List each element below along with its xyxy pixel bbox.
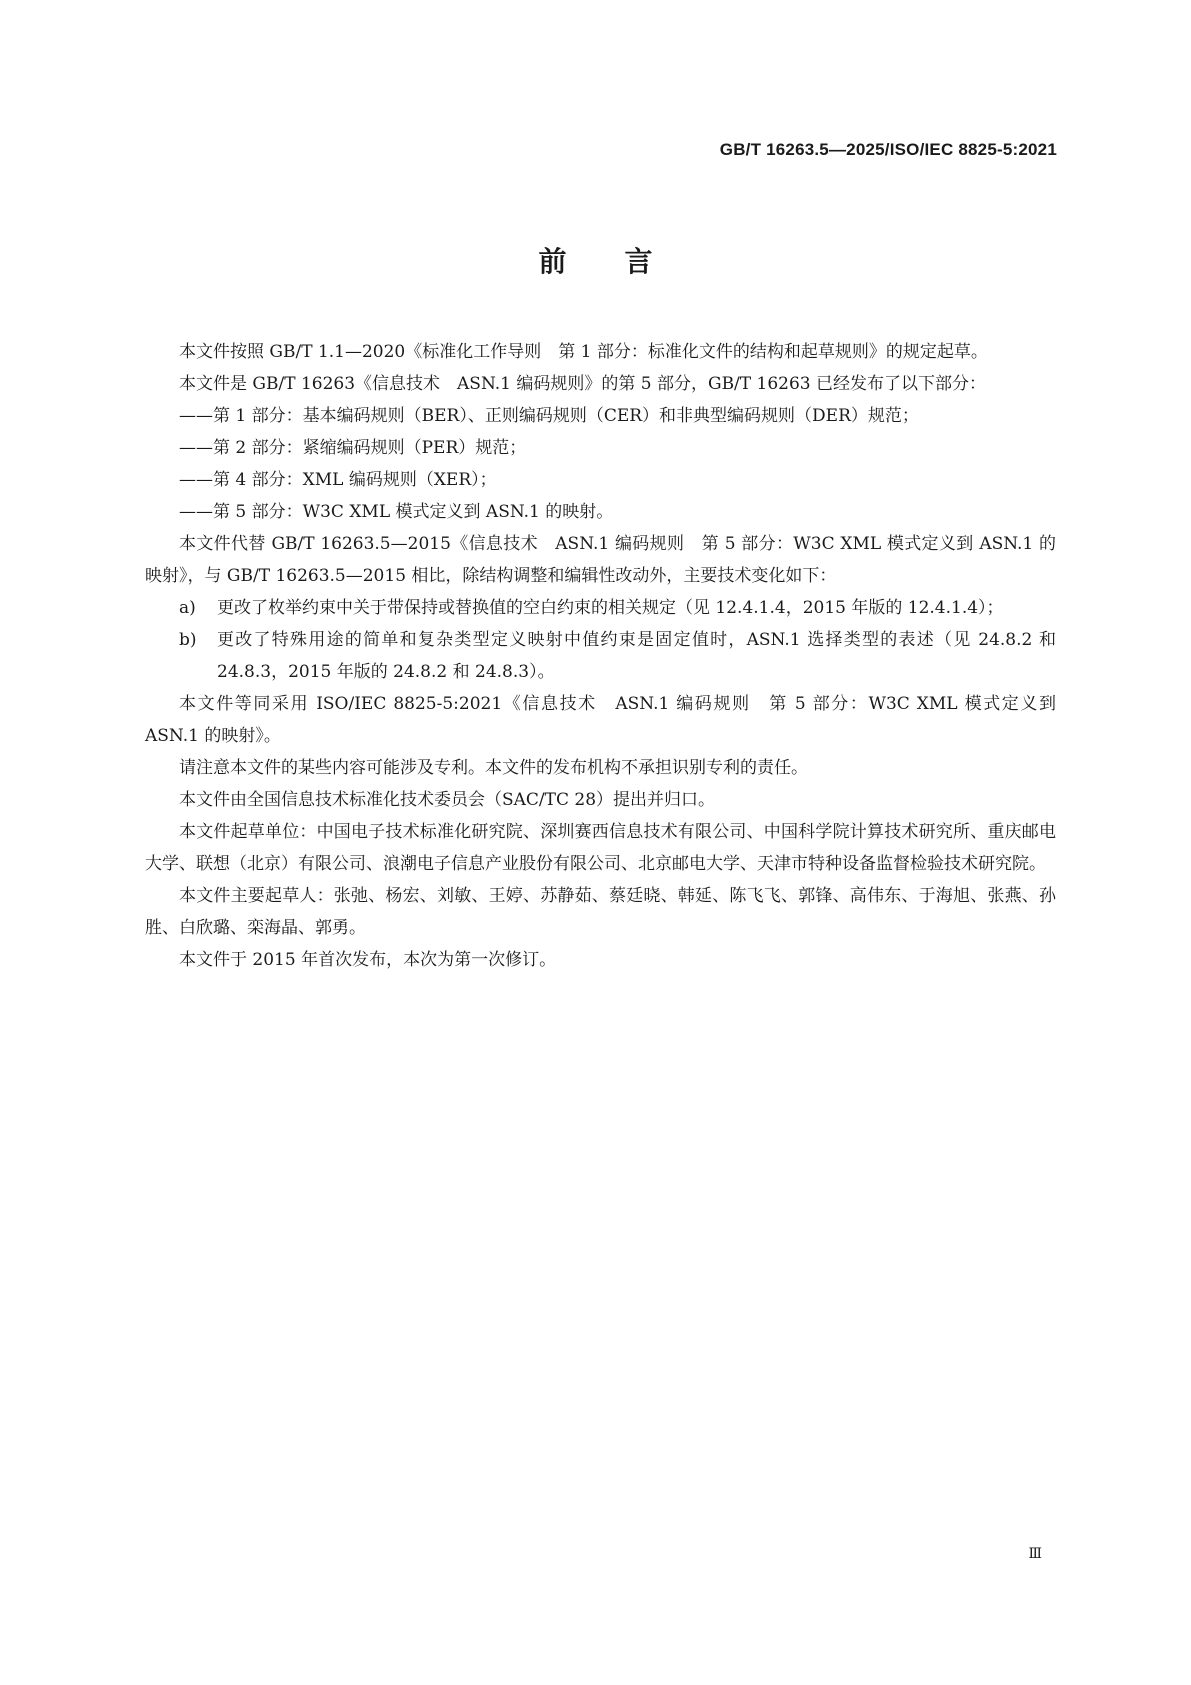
change-item-a bbox=[145, 592, 1056, 624]
paragraph-adoption: 本文件等同采用 ISO/IEC 8825-5:2021《信息技术 ASN.1 编码规则 第 5 部分：W3C XML 模式定义到 ASN.1 的映射》。 bbox=[145, 694, 1056, 746]
standard-code: GB/T 16263.5—2025/ISO/IEC 8825-5:2021 bbox=[719, 140, 1057, 159]
change-item-b bbox=[145, 624, 1056, 688]
paragraph-drafting-rules: 本文件按照 GB/T 1.1—2020《标准化工作导则 第 1 部分：标准化文件的结构和起草规则》的规定起草。 bbox=[179, 342, 988, 362]
paragraph-replaces: 本文件代替 GB/T 16263.5—2015《信息技术 ASN.1 编码规则 第 5 部分：W3C XML 模式定义到 ASN.1 的映射》，与 GB/T 16263.5—2015 相比，除结构调整和编辑性改动外，主要技术变化如下： bbox=[145, 534, 1056, 586]
paragraph-drafters: 本文件主要起草人：张弛、杨宏、刘敏、王婷、苏静茹、蔡廷晓、韩延、陈飞飞、郭锋、高伟东、于海旭、张燕、孙胜、白欣璐、栾海晶、郭勇。 bbox=[145, 886, 1056, 938]
list-item: ——第 4 部分：XML 编码规则（XER）； bbox=[179, 470, 497, 490]
list-item: ——第 1 部分：基本编码规则（BER）、正则编码规则（CER）和非典型编码规则（DER）规范； bbox=[179, 406, 919, 426]
paragraph-drafting-units: 本文件起草单位：中国电子技术标准化研究院、深圳赛西信息技术有限公司、中国科学院计算技术研究所、重庆邮电大学、联想（北京）有限公司、浪潮电子信息产业股份有限公司、北京邮电大学、天津市特种设备监督检验技术研究院。 bbox=[145, 822, 1056, 874]
page-number: Ⅲ bbox=[1028, 1546, 1041, 1562]
list-item: ——第 5 部分：W3C XML 模式定义到 ASN.1 的映射。 bbox=[179, 502, 614, 522]
paragraph-patent-notice: 请注意本文件的某些内容可能涉及专利。本文件的发布机构不承担识别专利的责任。 bbox=[179, 758, 808, 778]
paragraph-series-info: 本文件是 GB/T 16263《信息技术 ASN.1 编码规则》的第 5 部分，GB/T 16263 已经发布了以下部分： bbox=[179, 374, 987, 394]
foreword-body bbox=[145, 336, 1056, 976]
page-title: 前言 bbox=[538, 245, 711, 278]
change-text: 更改了特殊用途的简单和复杂类型定义映射中值约束是固定值时，ASN.1 选择类型的表述（见 24.8.2 和 24.8.3，2015 年版的 24.8.2 和 24.8.3）。 bbox=[217, 630, 1056, 682]
change-marker: b) bbox=[179, 630, 197, 650]
paragraph-history: 本文件于 2015 年首次发布，本次为第一次修订。 bbox=[179, 950, 557, 970]
list-item: ——第 2 部分：紧缩编码规则（PER）规范； bbox=[179, 438, 527, 458]
paragraph-proposer: 本文件由全国信息技术标准化技术委员会（SAC/TC 28）提出并归口。 bbox=[179, 790, 716, 810]
change-marker: a) bbox=[179, 598, 196, 618]
change-text: 更改了枚举约束中关于带保持或替换值的空白约束的相关规定（见 12.4.1.4，2015 年版的 12.4.1.4）； bbox=[217, 598, 1004, 618]
